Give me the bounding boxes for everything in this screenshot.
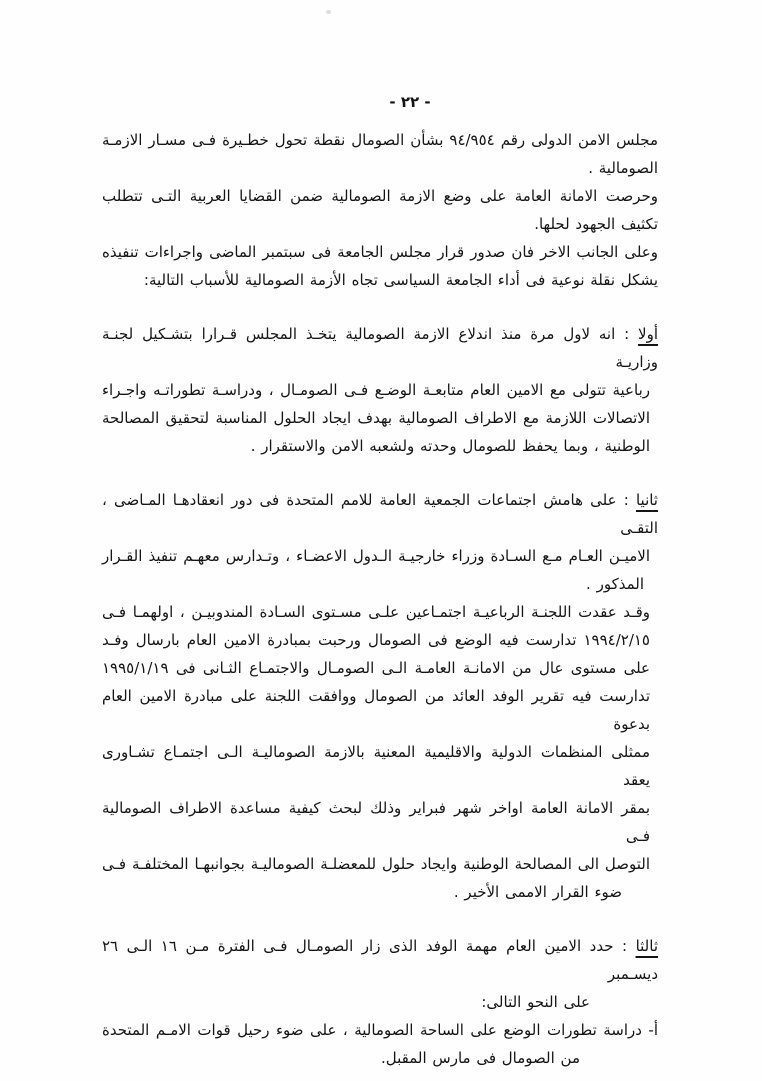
- section-second-p2-line2: ١٩٩٤/٢/١٥ تدارست فيه الوضع فى الصومال ورحبت بمبادرة الامين العام بارسال وفـد: [102, 631, 650, 649]
- section-second: [102, 486, 658, 906]
- section-second-p2-line1: وقـد عقدت اللجنـة الرباعيـة اجتمـاعين علـى مسـتوى السـادة المندوبيـن ، اولهمـا فـى: [102, 603, 650, 621]
- section-second-term: ثانيا: [635, 491, 658, 509]
- section-second-p2-line4: تدارست فيه تقرير الوفد العائد من الصومال ووافقت اللجنة على مبادرة الامين العام بدعوة: [102, 687, 650, 733]
- intro-p1-line2: الصومالية .: [588, 159, 658, 177]
- section-second-rest: : على هامش اجتماعات الجمعية العامة للامم المتحدة فى دور انعقادهـا المـاضى ، التقـى: [102, 491, 658, 537]
- section-second-line2: الاميـن العـام مـع السـادة وزراء خارجيـة الـدول الاعضـاء ، وتـدارس معهـم تنفيذ القـرار: [102, 547, 650, 565]
- intro-p3-line2: يشكل نقلة نوعية فى أداء الجامعة السياسى تجاه الأزمة الصومالية للأسباب التالية:: [143, 271, 658, 289]
- scan-speck-dot: [326, 10, 331, 14]
- page-number: - ٢٢ -: [389, 93, 431, 111]
- section-first-term: أولا: [638, 325, 658, 343]
- section-second-p2-line6: بمقر الامانة العامة اواخر شهر فبراير وذلك لبحث كيفية مساعدة الاطراف الصومالية فـى: [102, 799, 650, 845]
- intro-p2-line2: تكثيف الجهود لحلها.: [534, 215, 658, 233]
- section-third-line2: على النحو التالى:: [481, 993, 590, 1011]
- document-body: [102, 126, 658, 1072]
- intro-p3-line1: وعلى الجانب الاخر فان صدور قرار مجلس الجامعة فى سبتمبر الماضى واجراءات تنفيذه: [102, 243, 658, 261]
- section-second-p2-line5: ممثلى المنظمات الدولية والاقليمية المعنية بالازمة الصوماليـة الـى اجتمـاع تشـاورى يعقد: [102, 743, 650, 789]
- section-first-line4: الوطنية ، وبما يحفظ للصومال وحدته ولشعبه الامن والاستقرار .: [250, 437, 650, 455]
- intro-paragraphs: [102, 126, 658, 294]
- section-second-p2-line3: على مستوى عال من الامانـة العامـة الـى الصومـال والاجتمـاع الثـانى فى ١٩٩٥/١/١٩: [102, 659, 650, 677]
- intro-p2-line1: وحرصت الامانة العامة على وضع الازمة الصومالية ضمن القضايا العربية التـى تتطلب: [102, 187, 658, 205]
- section-third-term: ثالثا: [635, 937, 658, 955]
- section-third: [102, 932, 658, 1072]
- section-second-line1: [102, 486, 658, 542]
- section-first-line3: الاتصالات اللازمة مع الاطراف الصومالية بهدف ايجاد الحلول المناسبة لتحقيق المصالحة: [102, 409, 650, 427]
- section-second-p2-line8: ضوء القرار الاممى الأخير .: [453, 883, 622, 901]
- section-third-line1: [102, 932, 658, 988]
- section-first-line2: رباعية تتولى مع الامين العام متابعـة الوضـع فـى الصومـال ، ودراسـة تطوراتـه واجـراء: [102, 381, 650, 399]
- section-second-line3: المذكور .: [586, 575, 644, 593]
- section-first-rest: : انه لاول مرة منذ اندلاع الازمة الصومالية يتخـذ المجلس قـرارا بتشـكيل لجنـة وزاريـة: [102, 325, 658, 371]
- section-first-line1: [102, 320, 658, 376]
- section-second-p2-line7: التوصل الى المصالحة الوطنية وايجاد حلول للمعضلـة الصوماليـة بجوانبهـا المختلفـة فـى: [102, 855, 650, 873]
- section-third-rest: : حدد الامين العام مهمة الوفد الذى زار الصومـال فـى الفترة مـن ١٦ الـى ٢٦ ديسـمبر: [102, 937, 658, 983]
- section-third-item-a-line2: من الصومال فى مارس المقبل.: [380, 1049, 580, 1067]
- intro-p1-line1: مجلس الامن الدولى رقم ٩٤/٩٥٤ بشأن الصومال نقطة تحول خطـيرة فـى مسـار الازمـة: [102, 131, 658, 149]
- section-first: [102, 320, 658, 460]
- section-third-item-a-line1: أ- دراسة تطورات الوضع على الساحة الصومالية ، على ضوء رحيل قوات الامـم المتحدة: [102, 1021, 658, 1039]
